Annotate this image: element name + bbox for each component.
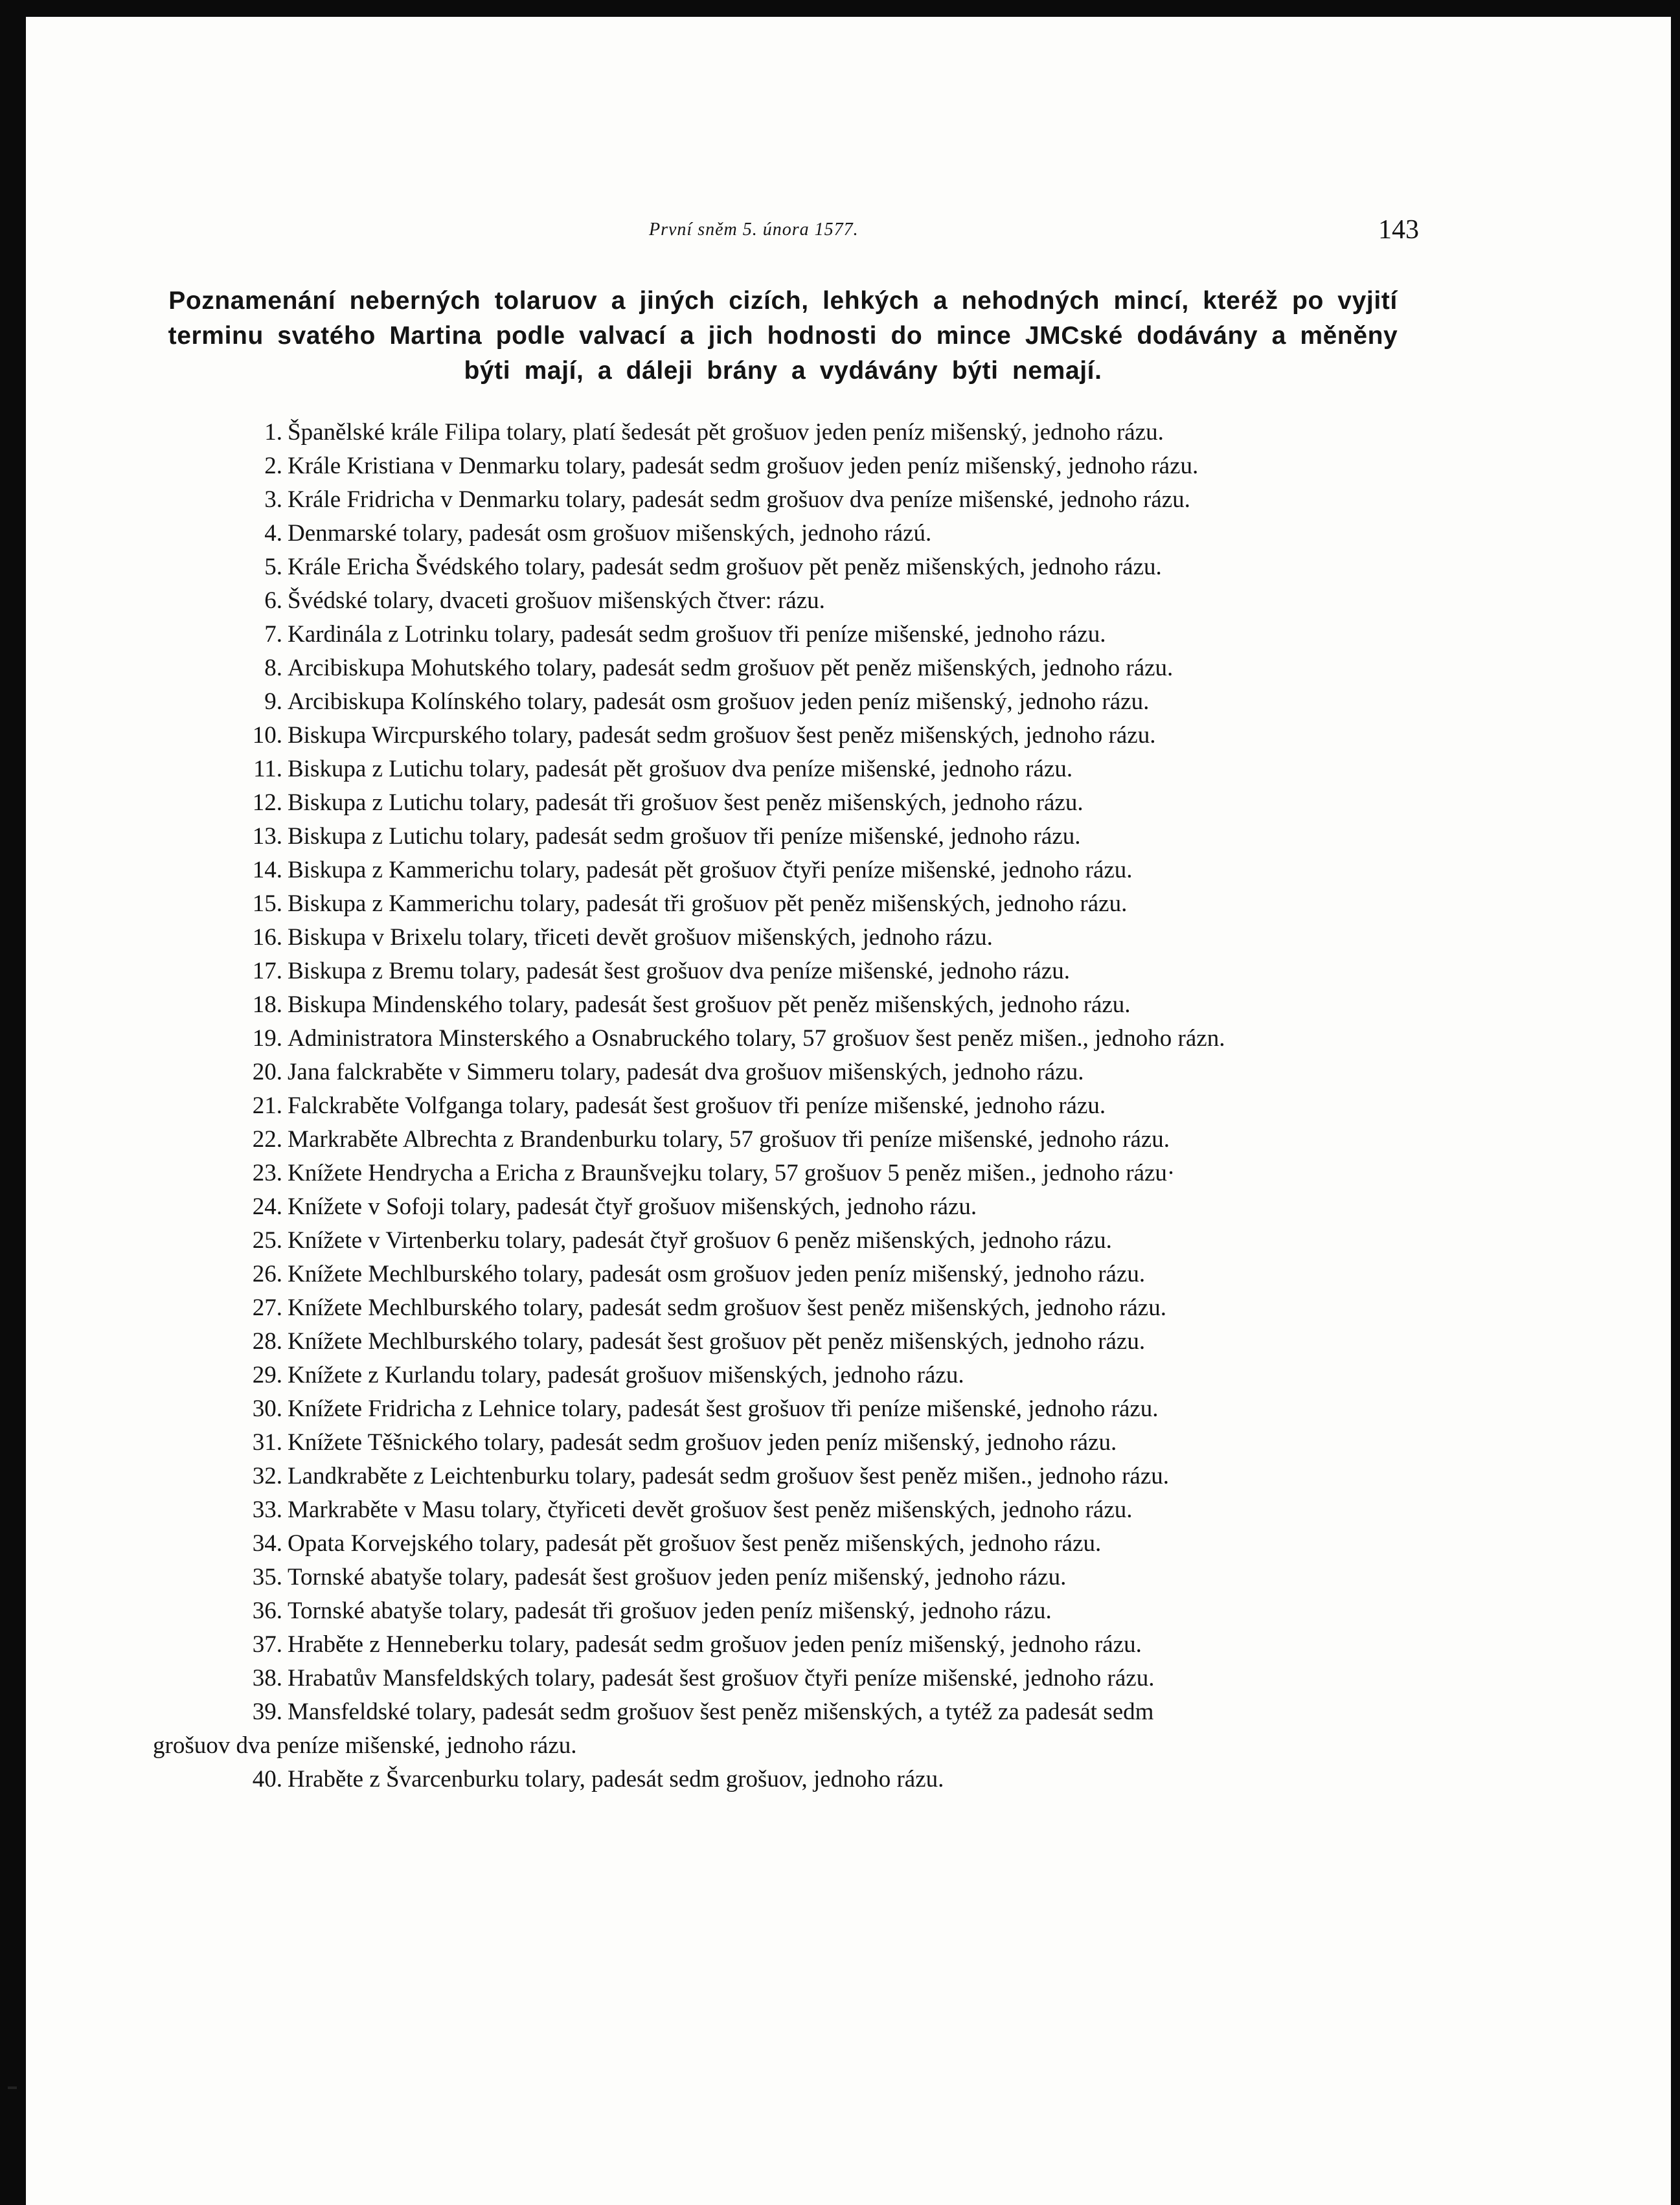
list-item <box>153 651 1431 685</box>
item-number: 16. <box>252 924 282 951</box>
list-item <box>153 1763 1431 1796</box>
item-number: 34. <box>252 1530 282 1557</box>
list-item <box>153 1056 1431 1089</box>
item-text: Mansfeldské tolary, padesát sedm grošuov šest peněz mišenských, a tytéž za padesát sedm <box>288 1699 1154 1725</box>
item-text: Falckraběte Volfganga tolary, padesát šest grošuov tři peníze mišenské, jednoho rázu. <box>288 1092 1106 1119</box>
list-item <box>153 618 1431 651</box>
item-text: Knížete v Virtenberku tolary, padesát čtyř grošuov 6 peněz mišenských, jednoho rázu. <box>288 1227 1112 1254</box>
list-item <box>153 483 1431 517</box>
item-number: 20. <box>252 1059 282 1085</box>
item-text: Biskupa Wircpurského tolary, padesát sedm grošuov šest peněz mišenských, jednoho rázu. <box>288 722 1156 749</box>
section-heading: Poznamenání neberných tolaruov a jiných cizích, lehkých a nehodných mincí, kteréž po vyjití terminu svatého Martina podle valvací a jich hodnosti do mince JMCské dodávány a měněny býti mají, a dáleji brány a vydávány býti nemají. <box>168 287 1398 385</box>
item-number: 6. <box>264 587 282 614</box>
item-number: 39. <box>252 1699 282 1725</box>
item-number: 19. <box>252 1025 282 1052</box>
list-item <box>153 1022 1431 1056</box>
item-text: Knížete Mechlburského tolary, padesát šest grošuov pět peněz mišenských, jednoho rázu. <box>288 1328 1146 1355</box>
item-text: Arcibiskupa Mohutského tolary, padesát sedm grošuov pět peněz mišenských, jednoho rázu. <box>288 655 1174 681</box>
item-text: Španělské krále Filipa tolary, platí šedesát pět grošuov jeden peníz mišenský, jednoho rázu. <box>288 419 1164 446</box>
item-number: 3. <box>264 486 282 513</box>
list-item <box>153 955 1431 988</box>
item-number: 26. <box>252 1261 282 1287</box>
item-text: Biskupa v Brixelu tolary, třiceti devět grošuov mišenských, jednoho rázu. <box>288 924 993 951</box>
list-item <box>153 1662 1431 1695</box>
list-item <box>153 449 1431 483</box>
item-number: 2. <box>264 453 282 479</box>
list-item <box>153 1527 1431 1561</box>
item-text: Hraběte z Henneberku tolary, padesát sedm grošuov jeden peníz mišenský, jednoho rázu. <box>288 1631 1142 1658</box>
item-text: Biskupa z Lutichu tolary, padesát sedm grošuov tři peníze mišenské, jednoho rázu. <box>288 823 1081 850</box>
item-number: 4. <box>264 520 282 547</box>
item-text: Markraběte Albrechta z Brandenburku tolary, 57 grošuov tři peníze mišenské, jednoho rázu. <box>288 1126 1170 1153</box>
item-text: Arcibiskupa Kolínského tolary, padesát osm grošuov jeden peníz mišenský, jednoho rázu. <box>288 688 1150 715</box>
list-item <box>153 1628 1431 1662</box>
item-text: Markraběte v Masu tolary, čtyřiceti devět grošuov šest peněz mišenských, jednoho rázu. <box>288 1497 1133 1523</box>
item-text: Hraběte z Švarcenburku tolary, padesát sedm grošuov, jednoho rázu. <box>288 1766 944 1792</box>
item-number: 10. <box>252 722 282 749</box>
item-number: 23. <box>252 1160 282 1186</box>
item-text: Švédské tolary, dvaceti grošuov mišenských čtver: rázu. <box>288 587 825 614</box>
item-text-continuation: grošuov dva peníze mišenské, jednoho rázu. <box>153 1732 577 1759</box>
item-number: 35. <box>252 1564 282 1590</box>
item-number: 21. <box>252 1092 282 1119</box>
list-item <box>153 786 1431 820</box>
item-text: Biskupa z Lutichu tolary, padesát tři grošuov šest peněz mišenských, jednoho rázu. <box>288 789 1084 816</box>
item-text: Denmarské tolary, padesát osm grošuov mišenských, jednoho rázú. <box>288 520 932 547</box>
item-number: 11. <box>253 756 282 782</box>
item-text: Biskupa Mindenského tolary, padesát šest grošuov pět peněz mišenských, jednoho rázu. <box>288 991 1131 1018</box>
list-item <box>153 1190 1431 1224</box>
running-head <box>0 210 1680 249</box>
item-text: Biskupa z Kammerichu tolary, padesát tři grošuov pět peněz mišenských, jednoho rázu. <box>288 890 1128 917</box>
item-number: 9. <box>264 688 282 715</box>
item-number: 27. <box>252 1295 282 1321</box>
item-number: 14. <box>252 857 282 883</box>
item-number: 25. <box>252 1227 282 1254</box>
list-item <box>153 1089 1431 1123</box>
item-text: Knížete Mechlburského tolary, padesát osm grošuov jeden peníz mišenský, jednoho rázu. <box>288 1261 1146 1287</box>
item-number: 36. <box>252 1598 282 1624</box>
item-text: Kardinála z Lotrinku tolary, padesát sedm grošuov tři peníze mišenské, jednoho rázu. <box>288 621 1106 648</box>
item-text: Tornské abatyše tolary, padesát tři grošuov jeden peníz mišenský, jednoho rázu. <box>288 1598 1052 1624</box>
list-item <box>153 988 1431 1022</box>
item-number: 30. <box>252 1396 282 1422</box>
list-item <box>153 584 1431 618</box>
item-text: Krále Kristiana v Denmarku tolary, padesát sedm grošuov jeden peníz mišenský, jednoho rázu. <box>288 453 1199 479</box>
list-item <box>153 1392 1431 1426</box>
item-number: 15. <box>252 890 282 917</box>
item-number: 31. <box>252 1429 282 1456</box>
item-number: 7. <box>264 621 282 648</box>
list-item <box>153 1258 1431 1291</box>
list-item <box>153 685 1431 719</box>
list-item <box>153 1426 1431 1460</box>
item-text: Tornské abatyše tolary, padesát šest grošuov jeden peníz mišenský, jednoho rázu. <box>288 1564 1067 1590</box>
item-number: 33. <box>252 1497 282 1523</box>
list-item <box>153 887 1431 921</box>
item-number: 32. <box>252 1463 282 1489</box>
item-number: 29. <box>252 1362 282 1388</box>
list-item <box>153 1561 1431 1594</box>
item-text: Krále Fridricha v Denmarku tolary, padesát sedm grošuov dva peníze mišenské, jednoho rázu. <box>288 486 1190 513</box>
item-number: 17. <box>252 958 282 984</box>
item-text: Knížete Fridricha z Lehnice tolary, padesát šest grošuov tři peníze mišenské, jednoho rázu. <box>288 1396 1159 1422</box>
item-text: Administratora Minsterského a Osnabruckého tolary, 57 grošuov šest peněz mišen., jednoho rázn. <box>288 1025 1225 1052</box>
item-text: Knížete z Kurlandu tolary, padesát grošuov mišenských, jednoho rázu. <box>288 1362 964 1388</box>
item-text: Knížete Těšnického tolary, padesát sedm grošuov jeden peníz mišenský, jednoho rázu. <box>288 1429 1117 1456</box>
item-number: 40. <box>252 1766 282 1792</box>
coin-list <box>153 416 1431 1796</box>
list-item <box>153 1157 1431 1190</box>
item-number: 5. <box>264 554 282 580</box>
list-item <box>153 1359 1431 1392</box>
item-text: Knížete v Sofoji tolary, padesát čtyř grošuov mišenských, jednoho rázu. <box>288 1193 977 1220</box>
list-item <box>153 416 1431 449</box>
item-number: 24. <box>252 1193 282 1220</box>
list-item <box>153 1123 1431 1157</box>
page-number: 143 <box>1378 215 1419 245</box>
item-text: Biskupa z Lutichu tolary, padesát pět grošuov dva peníze mišenské, jednoho rázu. <box>288 756 1073 782</box>
list-item <box>153 921 1431 955</box>
item-number: 37. <box>252 1631 282 1658</box>
list-item <box>153 1291 1431 1325</box>
list-item <box>153 1695 1431 1763</box>
list-item <box>153 719 1431 752</box>
list-item <box>153 1325 1431 1359</box>
item-number: 12. <box>252 789 282 816</box>
list-item <box>153 820 1431 854</box>
item-number: 13. <box>252 823 282 850</box>
item-text: Jana falckraběte v Simmeru tolary, padesát dva grošuov mišenských, jednoho rázu. <box>288 1059 1084 1085</box>
item-text: Biskupa z Kammerichu tolary, padesát pět grošuov čtyři peníze mišenské, jednoho rázu. <box>288 857 1133 883</box>
scan-edge-mark <box>8 2086 17 2089</box>
list-item <box>153 752 1431 786</box>
item-number: 8. <box>264 655 282 681</box>
item-text: Knížete Hendrycha a Ericha z Braunšvejku tolary, 57 grošuov 5 peněz mišen., jednoho rázu· <box>288 1160 1175 1186</box>
item-text: Knížete Mechlburského tolary, padesát sedm grošuov šest peněz mišenských, jednoho rázu. <box>288 1295 1166 1321</box>
list-item <box>153 517 1431 550</box>
item-number: 1. <box>264 419 282 446</box>
item-number: 28. <box>252 1328 282 1355</box>
list-item <box>153 1224 1431 1258</box>
item-number: 38. <box>252 1665 282 1691</box>
item-text: Biskupa z Bremu tolary, padesát šest grošuov dva peníze mišenské, jednoho rázu. <box>288 958 1071 984</box>
running-title: První sněm 5. února 1577. <box>649 220 859 240</box>
list-item <box>153 550 1431 584</box>
item-text: Landkraběte z Leichtenburku tolary, padesát sedm grošuov šest peněz mišen., jednoho rázu. <box>288 1463 1169 1489</box>
list-item <box>153 1460 1431 1493</box>
list-item <box>153 854 1431 887</box>
list-item <box>153 1493 1431 1527</box>
list-item <box>153 1594 1431 1628</box>
item-number: 22. <box>252 1126 282 1153</box>
item-text: Hrabatův Mansfeldských tolary, padesát šest grošuov čtyři peníze mišenské, jednoho rázu. <box>288 1665 1155 1691</box>
item-number: 18. <box>252 991 282 1018</box>
item-text: Krále Ericha Švédského tolary, padesát sedm grošuov pět peněz mišenských, jednoho rázu. <box>288 554 1162 580</box>
item-text: Opata Korvejského tolary, padesát pět grošuov šest peněz mišenských, jednoho rázu. <box>288 1530 1102 1557</box>
